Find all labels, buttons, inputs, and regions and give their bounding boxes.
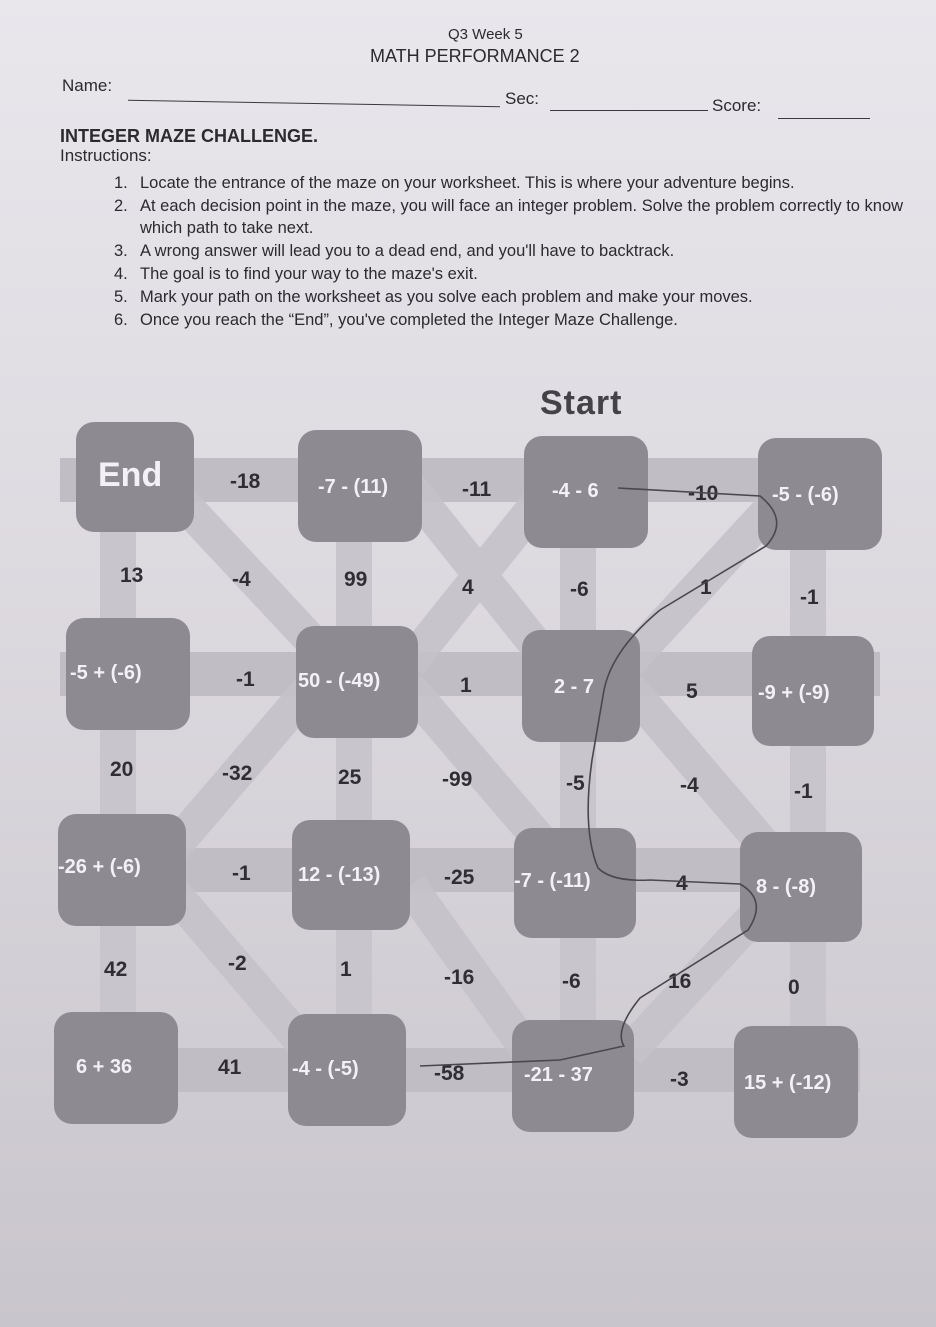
maze-value[interactable]: -4 xyxy=(232,568,251,591)
maze-value[interactable]: 99 xyxy=(344,568,368,591)
section-label: Sec: xyxy=(505,89,540,108)
maze-value[interactable]: -16 xyxy=(444,966,475,989)
maze-value[interactable]: -18 xyxy=(230,470,261,493)
maze-value[interactable]: -1 xyxy=(794,780,813,803)
maze-problem[interactable]: -5 - (-6) xyxy=(772,484,839,506)
maze-value[interactable]: -1 xyxy=(236,668,255,691)
maze-value[interactable]: -3 xyxy=(670,1068,689,1091)
maze-problem[interactable]: 6 + 36 xyxy=(76,1056,133,1078)
maze-value[interactable]: 5 xyxy=(686,680,698,703)
score-label: Score: xyxy=(712,96,762,115)
maze-value[interactable]: -5 xyxy=(566,772,585,795)
maze-problem[interactable]: -5 + (-6) xyxy=(70,662,142,684)
maze-value[interactable]: 0 xyxy=(788,976,800,999)
instruction-item: 6. Once you reach the “End”, you've completed the Integer Maze Challenge. xyxy=(114,311,678,329)
maze-problem[interactable]: 50 - (-49) xyxy=(298,670,381,692)
maze-value[interactable]: 41 xyxy=(218,1056,242,1079)
instruction-item: 4. The goal is to find your way to the maze's exit. xyxy=(114,265,478,283)
maze-problem[interactable]: 8 - (-8) xyxy=(756,876,816,898)
page-title: MATH PERFORMANCE 2 xyxy=(370,46,580,66)
instruction-item: 5. Mark your path on the worksheet as you solve each problem and make your moves. xyxy=(114,288,753,306)
instruction-item: 3. A wrong answer will lead you to a dead end, and you'll have to backtrack. xyxy=(114,242,675,260)
maze-problem[interactable]: -21 - 37 xyxy=(524,1064,593,1086)
maze-value[interactable]: -32 xyxy=(222,762,253,785)
instruction-item: 1. Locate the entrance of the maze on your worksheet. This is where your adventure begins. xyxy=(114,174,795,192)
maze-problem[interactable]: -4 - (-5) xyxy=(292,1058,359,1080)
maze-value[interactable]: -10 xyxy=(688,482,719,505)
maze-value[interactable]: 4 xyxy=(676,872,688,895)
maze-problem[interactable]: -9 + (-9) xyxy=(758,682,830,704)
maze-value[interactable]: -58 xyxy=(434,1062,465,1085)
maze-start-label: Start xyxy=(540,384,623,422)
instruction-item: 2. At each decision point in the maze, you will face an integer problem. Solve the problem correctly to know which path to take next. xyxy=(114,197,904,237)
maze-value[interactable]: -99 xyxy=(442,768,473,791)
maze-value[interactable]: -1 xyxy=(232,862,251,885)
maze-problem[interactable]: 12 - (-13) xyxy=(298,864,381,886)
pencil-line xyxy=(420,488,777,1066)
maze-value[interactable]: 42 xyxy=(104,958,128,981)
maze-value[interactable]: 1 xyxy=(340,958,352,981)
maze-problem[interactable]: -4 - 6 xyxy=(552,480,599,502)
maze-value[interactable]: -2 xyxy=(228,952,247,975)
challenge-heading: INTEGER MAZE CHALLENGE. xyxy=(60,126,319,146)
maze-value[interactable]: -6 xyxy=(562,970,581,993)
maze-problem[interactable]: -26 + (-6) xyxy=(58,856,141,878)
maze-value[interactable]: 20 xyxy=(110,758,134,781)
maze-value[interactable]: 25 xyxy=(338,766,362,789)
name-label: Name: xyxy=(62,76,113,95)
maze-value[interactable]: 1 xyxy=(460,674,472,697)
maze-value[interactable]: -1 xyxy=(800,586,819,609)
maze-end-label: End xyxy=(98,456,163,494)
week-label: Q3 Week 5 xyxy=(448,26,523,43)
instructions-label: Instructions: xyxy=(60,146,152,165)
maze-value[interactable]: -6 xyxy=(570,578,589,601)
maze-value[interactable]: 1 xyxy=(700,576,712,599)
maze-value[interactable]: -11 xyxy=(462,478,492,501)
maze-problem[interactable]: -7 - (-11) xyxy=(514,870,591,892)
maze-problem[interactable]: 15 + (-12) xyxy=(744,1072,832,1094)
maze-value[interactable]: 4 xyxy=(462,576,474,599)
maze-problem[interactable]: 2 - 7 xyxy=(554,676,595,698)
maze-value[interactable]: -4 xyxy=(680,774,699,797)
maze-problem[interactable]: -7 - (11) xyxy=(318,476,389,498)
maze-value[interactable]: 16 xyxy=(668,970,692,993)
maze-value[interactable]: 13 xyxy=(120,564,144,587)
maze-value[interactable]: -25 xyxy=(444,866,475,889)
